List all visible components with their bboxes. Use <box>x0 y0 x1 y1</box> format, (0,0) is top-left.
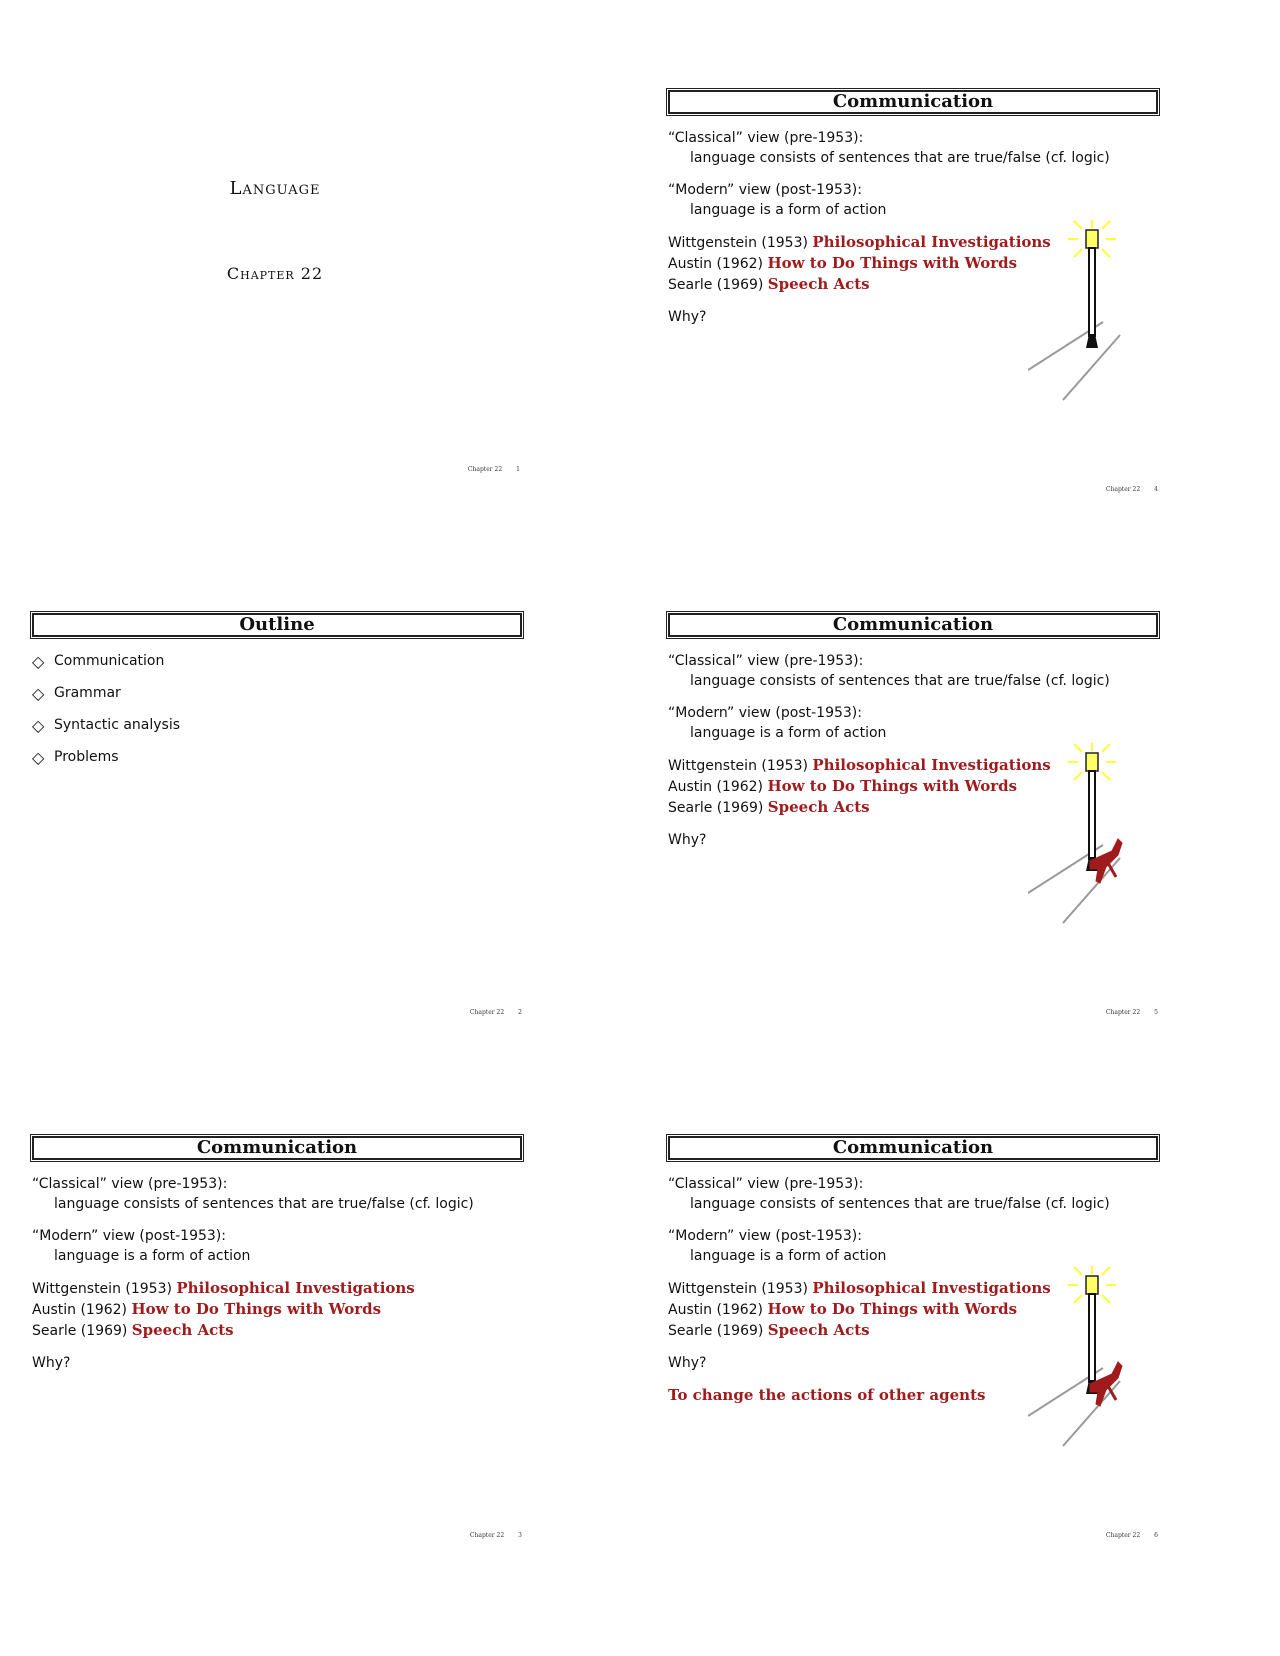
list-item: ◇ Problems <box>32 748 119 767</box>
modern-label: “Modern” view (post-1953): <box>32 1228 226 1244</box>
slide-title: Communication <box>32 1136 522 1160</box>
diamond-bullet-icon: ◇ <box>32 716 45 735</box>
ref-work: Speech Acts <box>767 798 870 816</box>
slide-footer: Chapter 22 4 <box>1105 486 1158 493</box>
question: Why? <box>668 309 707 325</box>
ref-author: Austin (1962) <box>32 1302 127 1318</box>
ref-author: Austin (1962) <box>668 256 763 272</box>
classical-label: “Classical” view (pre-1953): <box>32 1176 228 1192</box>
ref-work: How to Do Things with Words <box>131 1300 382 1318</box>
slide-title: Outline <box>32 613 522 637</box>
list-item: ◇ Communication <box>32 652 165 671</box>
question: Why? <box>668 1355 707 1371</box>
list-item: ◇ Grammar <box>32 684 121 703</box>
ref-work: Speech Acts <box>767 275 870 293</box>
ref-work: How to Do Things with Words <box>767 1300 1018 1318</box>
slide-footer: Chapter 22 6 <box>1105 1532 1158 1539</box>
ref-author: Wittgenstein (1953) <box>32 1281 172 1297</box>
question: Why? <box>32 1355 71 1371</box>
diamond-bullet-icon: ◇ <box>32 684 45 703</box>
slide-title: Communication <box>668 613 1158 637</box>
slide-3 <box>32 1106 522 1539</box>
classical-desc: language consists of sentences that are true/false (cf. logic) <box>690 673 1110 689</box>
ref-work: Philosophical Investigations <box>812 1279 1051 1297</box>
modern-label: “Modern” view (post-1953): <box>668 182 862 198</box>
classical-label: “Classical” view (pre-1953): <box>668 1176 864 1192</box>
ref-author: Searle (1969) <box>668 277 764 293</box>
slide-2 <box>32 583 522 1016</box>
answer: To change the actions of other agents <box>668 1386 986 1404</box>
ref-author: Searle (1969) <box>668 1323 764 1339</box>
slide-content <box>32 1174 512 1385</box>
ref-work: Speech Acts <box>767 1321 870 1339</box>
lamppost-icon <box>1028 743 1148 933</box>
diamond-bullet-icon: ◇ <box>32 652 45 671</box>
ref-author: Wittgenstein (1953) <box>668 1281 808 1297</box>
slide-title: Communication <box>668 1136 1158 1160</box>
slide-footer: Chapter 22 1 <box>467 466 520 473</box>
classical-desc: language consists of sentences that are true/false (cf. logic) <box>690 150 1110 166</box>
ref-author: Searle (1969) <box>32 1323 128 1339</box>
modern-label: “Modern” view (post-1953): <box>668 705 862 721</box>
lamppost-icon <box>1028 1266 1148 1456</box>
modern-desc: language is a form of action <box>690 725 887 741</box>
modern-desc: language is a form of action <box>690 1248 887 1264</box>
ref-work: Speech Acts <box>131 1321 234 1339</box>
ref-author: Wittgenstein (1953) <box>668 235 808 251</box>
ref-work: How to Do Things with Words <box>767 254 1018 272</box>
ref-author: Austin (1962) <box>668 1302 763 1318</box>
question: Why? <box>668 832 707 848</box>
ref-author: Wittgenstein (1953) <box>668 758 808 774</box>
slide-5 <box>668 583 1158 1016</box>
slide-6 <box>668 1106 1158 1539</box>
list-item: ◇ Syntactic analysis <box>32 716 181 735</box>
cover-subtitle: Chapter 22 <box>226 264 324 283</box>
slide-footer: Chapter 22 3 <box>469 1532 522 1539</box>
slide-footer: Chapter 22 5 <box>1105 1009 1158 1016</box>
ref-work: How to Do Things with Words <box>767 777 1018 795</box>
modern-label: “Modern” view (post-1953): <box>668 1228 862 1244</box>
modern-desc: language is a form of action <box>690 202 887 218</box>
classical-label: “Classical” view (pre-1953): <box>668 130 864 146</box>
ref-work: Philosophical Investigations <box>812 233 1051 251</box>
slide-1 <box>30 40 520 473</box>
slide-4 <box>668 60 1158 493</box>
slide-footer: Chapter 22 2 <box>469 1009 522 1016</box>
modern-desc: language is a form of action <box>54 1248 251 1264</box>
ref-work: Philosophical Investigations <box>176 1279 415 1297</box>
classical-desc: language consists of sentences that are true/false (cf. logic) <box>54 1196 474 1212</box>
ref-author: Searle (1969) <box>668 800 764 816</box>
outline-list <box>32 653 180 781</box>
lamppost-icon <box>1028 220 1148 410</box>
cover-title: Language <box>229 178 321 199</box>
classical-label: “Classical” view (pre-1953): <box>668 653 864 669</box>
slide-title: Communication <box>668 90 1158 114</box>
ref-author: Austin (1962) <box>668 779 763 795</box>
ref-work: Philosophical Investigations <box>812 756 1051 774</box>
classical-desc: language consists of sentences that are true/false (cf. logic) <box>690 1196 1110 1212</box>
diamond-bullet-icon: ◇ <box>32 748 45 767</box>
